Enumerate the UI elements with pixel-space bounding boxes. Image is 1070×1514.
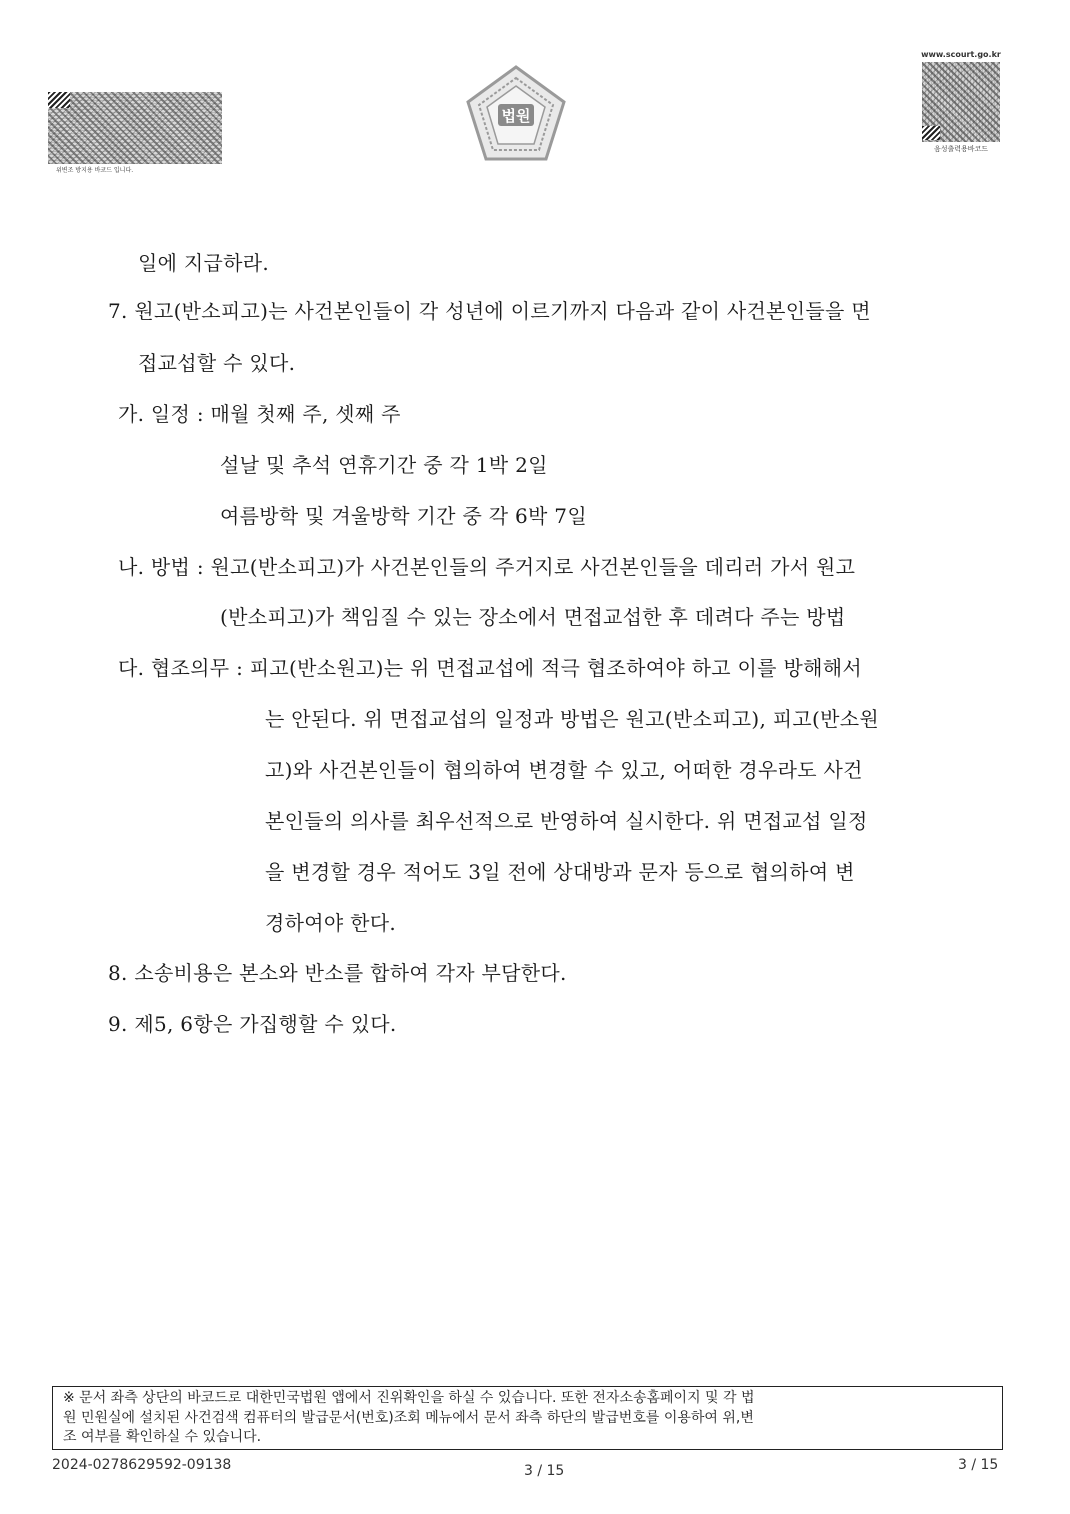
page-number-center: 3 / 15 [524,1463,565,1479]
item-8-line: 8. 소송비용은 본소와 반소를 합하여 각자 부담한다. [108,961,567,985]
barcode-corner-mark [922,126,940,140]
notice-line: 조 여부를 확인하실 수 있습니다. [63,1429,262,1445]
page-number-right: 3 / 15 [958,1457,999,1473]
body-line: 여름방학 및 겨울방학 기간 중 각 6박 7일 [220,504,587,528]
seal-text: 법원 [501,107,531,125]
item-7-line: 7. 원고(반소피고)는 사건본인들이 각 성년에 이르기까지 다음과 같이 사건본인들을 면 [108,299,871,323]
barcode-corner-mark [48,92,70,108]
body-line: 일에 지급하라. [138,251,270,275]
item-9-line: 9. 제5, 6항은 가집행할 수 있다. [108,1012,397,1036]
body-line: 설날 및 추석 연휴기간 중 각 1박 2일 [220,453,548,477]
anti-forgery-barcode-caption: 위변조 방지용 바코드 입니다. [56,167,134,174]
body-line: 을 변경할 경우 적어도 3일 전에 상대방과 문자 등으로 협의하여 변 [265,860,855,884]
subitem-ga-line: 가. 일정 : 매월 첫째 주, 셋째 주 [118,402,401,426]
body-line: 본인들의 의사를 최우선적으로 반영하여 실시한다. 위 면접교섭 일정 [265,809,868,833]
body-line: 접교섭할 수 있다. [138,351,296,375]
anti-forgery-barcode [48,92,222,172]
subitem-da-line: 다. 협조의무 : 피고(반소원고)는 위 면접교섭에 적극 협조하여야 하고 이를 방해해서 [118,656,862,680]
body-line: 고)와 사건본인들이 협의하여 변경할 수 있고, 어떠한 경우라도 사건 [265,758,863,782]
body-line: 경하여야 한다. [265,911,397,935]
body-line: 는 안된다. 위 면접교섭의 일정과 방법은 원고(반소피고), 피고(반소원 [265,707,879,731]
issue-number: 2024-0278629592-09138 [52,1457,232,1473]
body-line: (반소피고)가 책임질 수 있는 장소에서 면접교섭한 후 데려다 주는 방법 [220,605,846,629]
audio-output-barcode [918,50,1004,156]
audio-barcode-caption: 음성출력용바코드 [933,145,989,153]
verification-notice-box [52,1386,1003,1450]
court-seal-emblem [463,64,569,164]
notice-line: ※ 문서 좌측 상단의 바코드로 대한민국법원 앱에서 진위확인을 하실 수 있습니다. 또한 전자소송홈페이지 및 각 법 [63,1390,755,1406]
notice-line: 원 민원실에 설치된 사건검색 컴퓨터의 발급문서(번호)조회 메뉴에서 문서 좌측 하단의 발급번호를 이용하여 위,변 [63,1409,754,1426]
barcode-pattern [48,92,222,164]
court-url: www.scourt.go.kr [921,50,1001,59]
subitem-na-line: 나. 방법 : 원고(반소피고)가 사건본인들의 주거지로 사건본인들을 데리러 가서 원고 [118,555,856,579]
